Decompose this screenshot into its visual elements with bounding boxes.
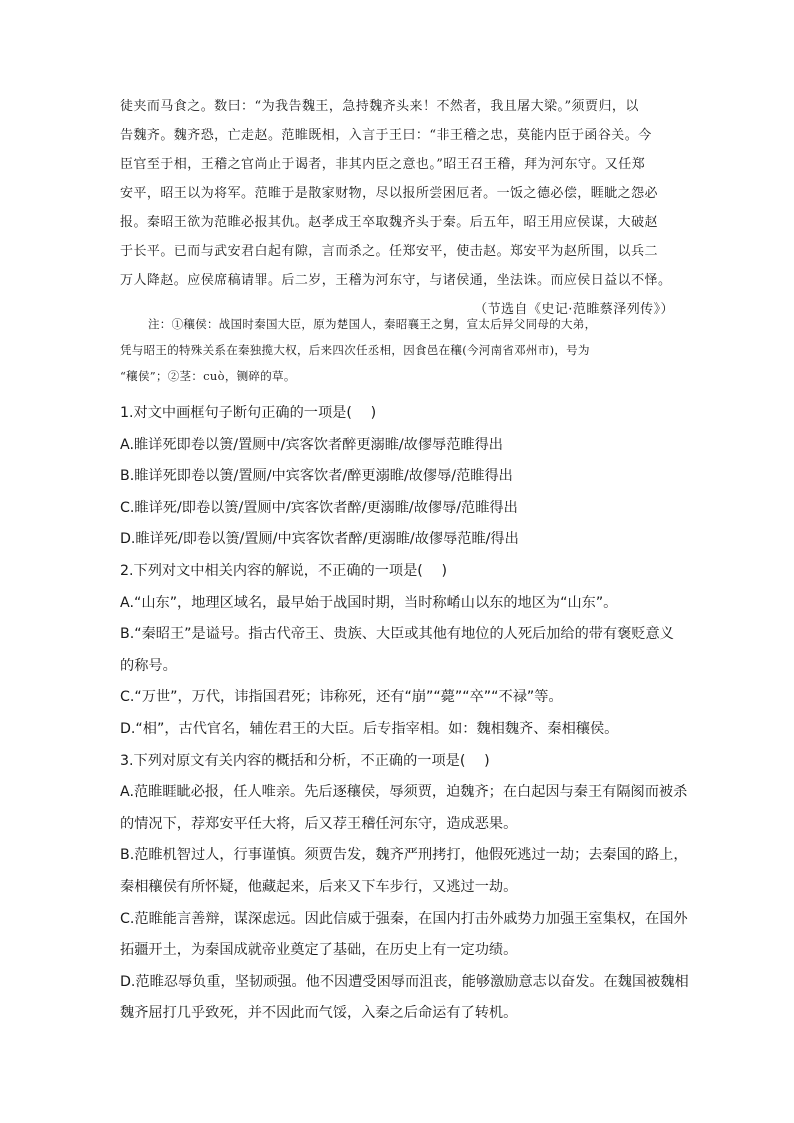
question-1-option-b: B.睢详死即卷以箦/置厕/中宾客饮者/醉更溺睢/故僇辱/范睢得出 xyxy=(120,468,513,485)
question-3-option-a-cont: 的情况下，荐郑安平任大将，后又荐王稽任河东守，造成恶果。 xyxy=(120,815,518,832)
passage-source: （节选自《史记·范睢蔡泽列传》） xyxy=(474,302,674,317)
question-3-option-d-cont: 魏齐屈打几乎致死，并不因此而气馁，入秦之后命运有了转机。 xyxy=(120,1005,518,1022)
passage-line: 臣官至于相，王稽之官尚止于谒者，非其内臣之意也。”昭王召王稽，拜为河东守。又任郑 xyxy=(120,157,646,172)
question-2-option-b: B.“秦昭王”是谥号。指古代帝王、贵族、大臣或其他有地位的人死后加给的带有褒贬意义 xyxy=(120,626,674,643)
question-2-option-d: D.“相”，古代官名，辅佐君王的大臣。后专指宰相。如：魏相魏齐、秦相穰侯。 xyxy=(120,720,619,737)
question-3-option-a: A.范睢睚眦必报，任人唯亲。先后逐穰侯，辱须贾，迫魏齐；在白起因与秦王有隔阂而被杀 xyxy=(120,784,688,801)
question-3-option-b-cont: 秦相穰侯有所怀疑，他藏起来，后来又下车步行，又逃过一劫。 xyxy=(120,878,518,895)
question-2-stem: 2.下列对文中相关内容的解说，不正确的一项是( ) xyxy=(120,562,448,579)
question-1-stem: 1.对文中画框句子断句正确的一项是( ) xyxy=(120,405,377,421)
question-3-option-d: D.范睢忍辱负重，坚韧顽强。他不因遭受困辱而沮丧，能够激励意志以奋发。在魏国被魏相 xyxy=(120,973,689,990)
note-line: 注：①穰侯：战国时秦国大臣，原为楚国人，秦昭襄王之舅，宣太后异父同母的大弟， xyxy=(148,317,597,331)
question-1-option-a: A.睢详死即卷以箦/置厕中/宾客饮者醉更溺睢/故僇辱范睢得出 xyxy=(120,436,503,453)
question-3-option-b: B.范睢机智过人，行事谨慎。须贾告发，魏齐严刑拷打，他假死逃过一劫；去秦国的路上， xyxy=(120,847,688,864)
passage-line: 于长平。已而与武安君白起有隙，言而杀之。任郑安平，使击赵。郑安平为赵所围，以兵二 xyxy=(120,244,659,259)
note-line: 凭与昭王的特殊关系在秦独揽大权，后来四次任丞相，因食邑在穰(今河南省邓州市)，号为 xyxy=(120,343,590,357)
annotation-notes xyxy=(120,311,676,389)
question-3-option-c: C.范睢能言善辩，谋深虑远。因此信威于强秦，在国内打击外戚势力加强王室集权，在国外 xyxy=(120,910,688,927)
question-2-option-a: A.“山东”，地理区域名，最早始于战国时期，当时称崤山以东的地区为“山东”。 xyxy=(120,594,618,611)
passage-line: 报。秦昭王欲为范睢必报其仇。赵孝成王卒取魏齐头于秦。后五年，昭王用应侯谋，大破赵 xyxy=(120,215,659,230)
question-2-option-c: C.“万世”，万代，讳指国君死；讳称死，还有“崩”“薨”“卒”“不禄”等。 xyxy=(120,689,563,706)
passage-line: 告魏齐。魏齐恐，亡走赵。范睢既相，入言于王曰：“非王稽之忠，莫能内臣于函谷关。今 xyxy=(120,128,652,143)
question-3-option-c-cont: 拓疆开土，为秦国成就帝业奠定了基础，在历史上有一定功绩。 xyxy=(120,942,518,959)
question-1-option-c: C.睢详死/即卷以箦/置厕中/宾客饮者醉/更溺睢/故僇辱/范睢得出 xyxy=(120,499,518,516)
classical-text-passage xyxy=(120,92,676,324)
question-3-stem: 3.下列对原文有关内容的概括和分析，不正确的一项是( ) xyxy=(120,752,490,769)
passage-line: 安平，昭王以为将军。范睢于是散家财物，尽以报所尝困厄者。一饭之德必偿，睚眦之怨必 xyxy=(120,186,659,201)
passage-line: 万人降赵。应侯席稿请罪。后二岁，王稽为河东守，与诸侯通，坐法诛。而应侯日益以不怿。 xyxy=(120,273,672,288)
question-1-option-d: D.睢详死/即卷以箦/置厕/中宾客饮者醉/更溺睢/故僇辱范睢/得出 xyxy=(120,531,519,548)
question-2-option-b-cont: 的称号。 xyxy=(120,657,177,674)
question-list xyxy=(120,398,689,1030)
passage-line: 徒夹而马食之。数曰：“为我告魏王，急持魏齐头来！不然者，我且屠大梁。”须贾归，以 xyxy=(120,99,639,114)
note-line: “穰侯”；②茎：cuò，铡碎的草。 xyxy=(120,369,296,383)
